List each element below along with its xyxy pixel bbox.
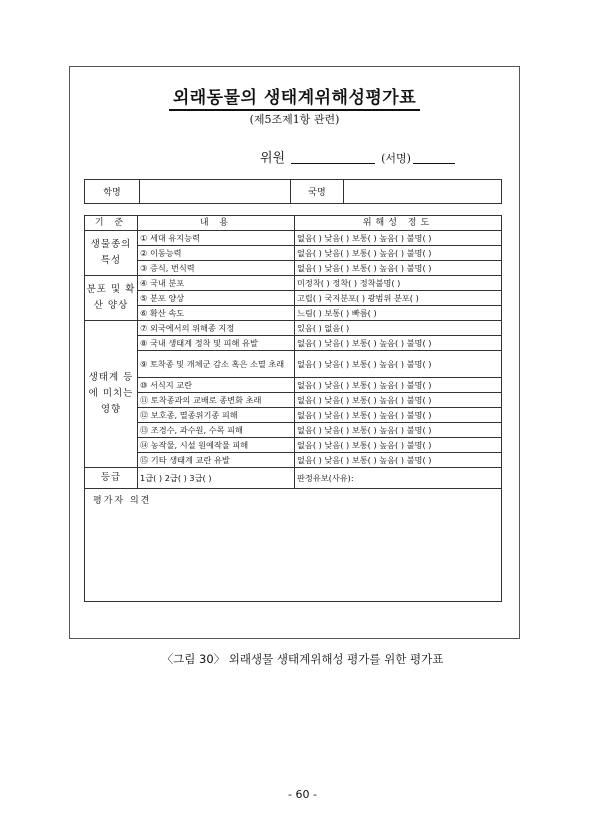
item-text: ⑮ 기타 생태계 교란 유발 (138, 453, 295, 468)
item-degree[interactable]: 없음( ) 낮음( ) 보통( ) 높음( ) 불명( ) (295, 261, 502, 276)
opinion-field[interactable] (85, 489, 502, 602)
criterion-distribution: 분포 및 확산 양상 (85, 276, 138, 321)
item-text: ⑩ 서식지 교란 (138, 378, 295, 393)
signer-name-field[interactable] (291, 163, 375, 164)
opinion-row (85, 489, 502, 602)
assessment-table (84, 215, 502, 602)
page-number: - 60 - (288, 788, 317, 801)
info-table (84, 179, 502, 204)
item-text: ③ 증식, 번식력 (138, 261, 295, 276)
table-header-row (85, 216, 502, 231)
table-row (85, 231, 502, 246)
figure-caption: 〈그림 30〉 외래생물 생태계위해성 평가를 위한 평가표 (161, 652, 444, 666)
table-row (85, 291, 502, 306)
criterion-species: 생물종의 특성 (85, 231, 138, 276)
grade-options[interactable]: 1급( ) 2급( ) 3급( ) (138, 468, 295, 489)
item-text: ⑧ 국내 생태계 정착 및 피해 유발 (138, 336, 295, 351)
form-frame (69, 66, 520, 639)
grade-reason[interactable]: 판정유보(사유): (295, 468, 502, 489)
item-text: ⑤ 분포 양상 (138, 291, 295, 306)
item-degree[interactable]: 없음( ) 낮음( ) 보통( ) 높음( ) 불명( ) (295, 438, 502, 453)
item-degree[interactable]: 없음( ) 낮음( ) 보통( ) 높음( ) 불명( ) (295, 453, 502, 468)
table-row (85, 351, 502, 378)
signature-line (260, 147, 455, 166)
item-degree[interactable]: 없음( ) 낮음( ) 보통( ) 높음( ) 불명( ) (295, 393, 502, 408)
sign-label: (서명) (381, 152, 411, 165)
item-degree[interactable]: 없음( ) 낮음( ) 보통( ) 높음( ) 불명( ) (295, 423, 502, 438)
form-title: 외래동물의 생태계위해성평가표 (70, 83, 519, 108)
item-degree[interactable]: 있음( ) 없음( ) (295, 321, 502, 336)
table-row (85, 336, 502, 351)
item-degree[interactable]: 없음( ) 낮음( ) 보통( ) 높음( ) 불명( ) (295, 378, 502, 393)
grade-row (85, 468, 502, 489)
signature-field[interactable] (413, 163, 455, 164)
item-degree[interactable]: 없음( ) 낮음( ) 보통( ) 높음( ) 불명( ) (295, 336, 502, 351)
item-degree[interactable]: 고립( ) 국지분포( ) 광범위 분포( ) (295, 291, 502, 306)
item-text: ⑦ 외국에서의 위해종 지정 (138, 321, 295, 336)
item-degree[interactable]: 없음( ) 낮음( ) 보통( ) 높음( ) 불명( ) (295, 246, 502, 261)
korean-name-field[interactable] (344, 180, 502, 204)
item-text: ⑭ 농작물, 시설 원예작물 피해 (138, 438, 295, 453)
item-degree[interactable]: 느림( ) 보통( ) 빠름( ) (295, 306, 502, 321)
item-degree[interactable]: 미정착( ) 정착( ) 정착불명( ) (295, 276, 502, 291)
school-name-field[interactable] (140, 180, 291, 204)
item-text: ② 이동능력 (138, 246, 295, 261)
header-criterion: 기 준 (85, 216, 138, 231)
item-degree[interactable]: 없음( ) 낮음( ) 보통( ) 높음( ) 불명( ) (295, 231, 502, 246)
table-row (85, 276, 502, 291)
table-row (85, 246, 502, 261)
item-text: ⑬ 조경수, 과수원, 수목 피해 (138, 423, 295, 438)
item-text: ④ 국내 분포 (138, 276, 295, 291)
item-degree[interactable]: 없음( ) 낮음( ) 보통( ) 높음( ) 불명( ) (295, 351, 502, 378)
form-subtitle: (제5조제1항 관련) (249, 113, 340, 126)
table-row (85, 423, 502, 438)
table-row (85, 378, 502, 393)
table-row (85, 306, 502, 321)
item-degree[interactable]: 없음( ) 낮음( ) 보통( ) 높음( ) 불명( ) (295, 408, 502, 423)
header-degree: 위해성 정도 (295, 216, 502, 231)
table-row (85, 261, 502, 276)
korean-name-label: 국명 (291, 180, 344, 204)
table-row (85, 393, 502, 408)
table-row (85, 321, 502, 336)
criterion-ecosystem: 생태계 등에 미치는 영향 (85, 321, 138, 468)
item-text: ⑥ 확산 속도 (138, 306, 295, 321)
header-content: 내 용 (138, 216, 295, 231)
school-name-label: 학명 (85, 180, 140, 204)
item-text: ⑪ 토착종과의 교배로 종변화 초래 (138, 393, 295, 408)
opinion-label: 평가자 의견 (93, 496, 152, 506)
grade-label: 등급 (85, 468, 138, 489)
item-text: ⑫ 보호종, 멸종위기종 피해 (138, 408, 295, 423)
table-row (85, 438, 502, 453)
item-text: ① 세대 유지능력 (138, 231, 295, 246)
signer-label: 위원 (260, 151, 286, 166)
table-row (85, 408, 502, 423)
table-row (85, 453, 502, 468)
item-text: ⑨ 토착종 및 개체군 감소 혹은 소멸 초래 (138, 351, 295, 378)
